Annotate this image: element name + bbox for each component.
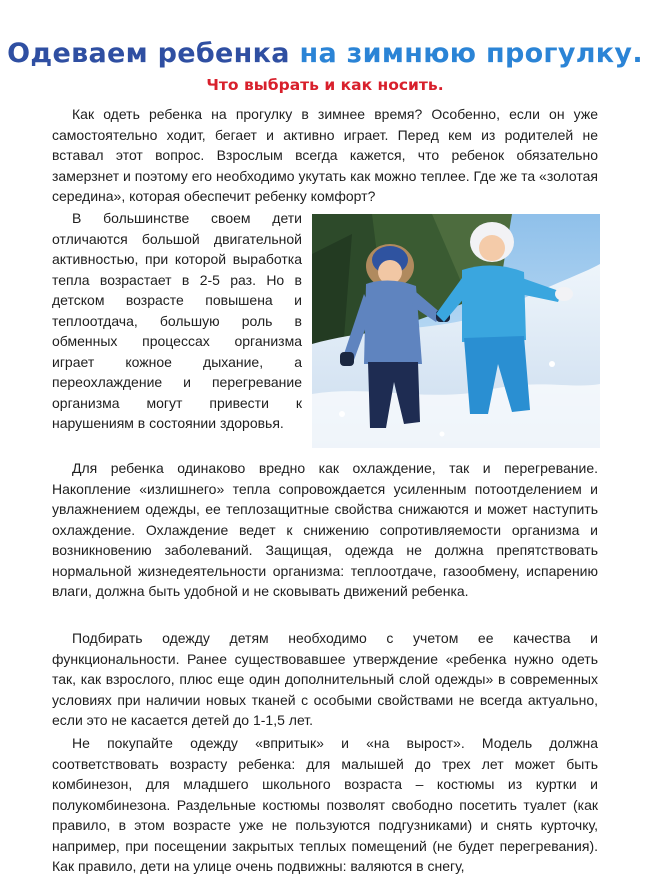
children-in-snow-photo [312,214,600,448]
paragraph-intro: Как одеть ребенка на прогулку в зимнее время? Особенно, если он уже самостоятельно ходит, бегает и активно играет. Перед кем из родителей не вставал этот вопрос. Взрослым всегда кажется, что ребенок обязательно замерзнет и поэтому его необходимо укутать как можно теплее. Где же та «золотая середина», которая обеспечит ребенку комфорт? [52,106,598,204]
page-subtitle: Что выбрать и как носить. [206,76,444,94]
paragraph-quality: Подбирать одежду детям необходимо с учетом ее качества и функциональности. Ранее существовавшее утверждение «ребенка нужно одеть так, как взрослого, плюс еще один дополнительный слой одежды» в современных условиях при наличии новых тканей с особыми свойствами не всегда актуально, если это не касается детей до 1-1,5 лет. [52,630,598,728]
paragraph-fit: Не покупайте одежду «впритык» и «на вырост». Модель должна соответствовать возрасту ребенка: для малышей до трех лет может быть комбинезон, для младшего школьного возраста – костюмы из куртки и полукомбинезона. Раздельные костюмы позволят свободно посетить туалет (как правило, в этом возрасте уже не пользуются подгузниками) и снять курточку, например, при посещении закрытых теплых помещений (не будет перегревания). Как правило, дети на улице очень подвижны: валяются в снегу, [52,735,598,874]
paragraph-activity: В большинстве своем дети отличаются большой двигательной активностью, при которой выработка тепла возрастает в 2-5 раз. Но в детском возрасте повышена и теплоотдача, большую роль в обменных процессах организма играет кожное дыхание, а переохлаждение и перегревание организма могут привести к нарушениям в состоянии здоровья. [52,210,302,431]
page-title [0,38,650,69]
paragraph-overheating: Для ребенка одинаково вредно как охлаждение, так и перегревание. Накопление «излишнего» тепла сопровождается усиленным потоотделением и увлажнением одежды, ее теплозащитные свойства снижаются и может наступить охлаждение. Охлаждение ведет к снижению сопротивляемости организма и возникновению заболеваний. Защищая, одежда не должна препятствовать нормальной жизнедеятельности организма: теплоотдаче, газообмену, испарению влаги, должна быть удобной и не сковывать движений ребенка. [52,460,598,599]
title-part-1: Одеваем ребенка [7,38,290,69]
title-part-2: на зимнюю прогулку. [299,38,643,69]
